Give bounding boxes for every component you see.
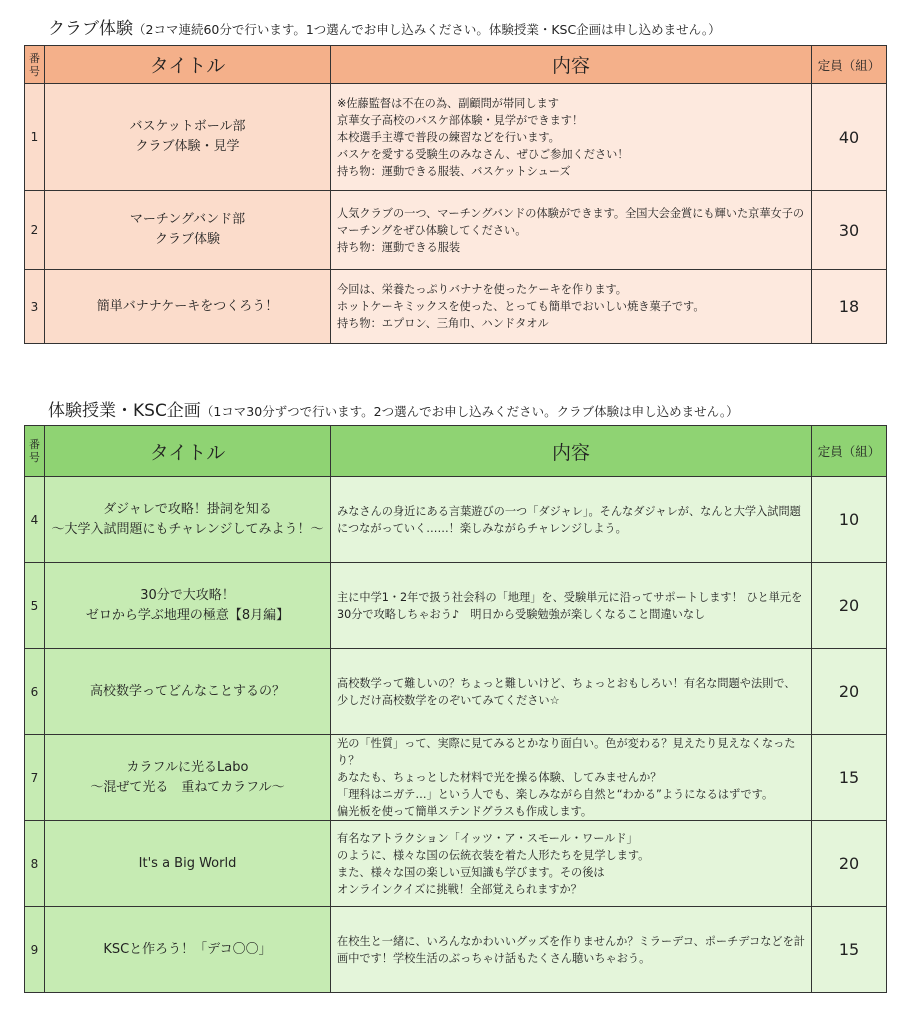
row-num: 3 [25, 270, 45, 344]
ksc-section-heading [48, 396, 739, 421]
row-capacity: 30 [812, 191, 887, 270]
row-title: 30分で大攻略！ ゼロから学ぶ地理の極意【8月編】 [45, 563, 331, 649]
row-title: 高校数学ってどんなことするの？ [45, 649, 331, 735]
row-content: 高校数学って難しいの？ちょっと難しいけど、ちょっとおもしろい！有名な問題や法則で、少しだけ高校数学をのぞいてみてください☆ [331, 649, 812, 735]
row-content: 在校生と一緒に、いろんなかわいいグッズを作りませんか？ミラーデコ、ポーチデコなどを計画中です！学校生活のぶっちゃけ話もたくさん聴いちゃおう。 [331, 907, 812, 993]
row-num: 4 [25, 477, 45, 563]
club-section-heading [48, 14, 721, 39]
header-num: 番 号 [25, 46, 45, 84]
row-capacity: 10 [812, 477, 887, 563]
header-num: 番 号 [25, 426, 45, 477]
row-capacity: 15 [812, 907, 887, 993]
row-capacity: 18 [812, 270, 887, 344]
row-title: KSCと作ろう！「デコ〇〇」 [45, 907, 331, 993]
row-num: 6 [25, 649, 45, 735]
table-row [25, 649, 887, 735]
row-content: ※佐藤監督は不在の為、副顧問が帯同します 京華女子高校のバスケ部体験・見学ができます！ 本校選手主導で普段の練習などを行います。 バスケを愛する受験生のみなさん、ぜひご参加ください！ 持ち物：運動できる服装、バスケットシューズ [331, 84, 812, 191]
ksc-heading: 体験授業・KSC企画 [48, 401, 201, 421]
header-capacity: 定員（組） [812, 426, 887, 477]
table-row [25, 821, 887, 907]
table-row [25, 270, 887, 344]
table-row [25, 477, 887, 563]
row-title: ダジャレで攻略！掛詞を知る ～大学入試問題にもチャレンジしてみよう！～ [45, 477, 331, 563]
row-content: 主に中学1・2年で扱う社会科の「地理」を、受験単元に沿ってサポートします！ ひと単元を30分で攻略しちゃおう♪ 明日から受験勉強が楽しくなること間違いなし [331, 563, 812, 649]
row-capacity: 20 [812, 649, 887, 735]
club-heading: クラブ体験 [48, 19, 133, 39]
row-capacity: 15 [812, 735, 887, 821]
row-num: 8 [25, 821, 45, 907]
row-content: 光の「性質」って、実際に見てみるとかなり面白い。色が変わる？見えたり見えなくなったり？ あなたも、ちょっとした材料で光を操る体験、してみませんか？ 「理科はニガテ…」という人でも、楽しみながら自然と“わかる”ようになるはずです。 偏光板を使って簡単ステンドグラスも作成します。 [331, 735, 812, 821]
row-content: 人気クラブの一つ、マーチングバンドの体験ができます。全国大会金賞にも輝いた京華女子のマーチングをぜひ体験してください。 持ち物：運動できる服装 [331, 191, 812, 270]
row-num: 5 [25, 563, 45, 649]
row-title: バスケットボール部 クラブ体験・見学 [45, 84, 331, 191]
row-capacity: 20 [812, 563, 887, 649]
row-content: 有名なアトラクション「イッツ・ア・スモール・ワールド」 のように、様々な国の伝統衣装を着た人形たちを見学します。 また、様々な国の楽しい豆知識も学びます。その後は オンラインクイズに挑戦！全部覚えられますか？ [331, 821, 812, 907]
club-note: （2コマ連続60分で行います。1つ選んでお申し込みください。体験授業・KSC企画は申し込めません。） [133, 22, 721, 37]
row-num: 1 [25, 84, 45, 191]
header-content: 内容 [331, 426, 812, 477]
row-title: 簡単バナナケーキをつくろう！ [45, 270, 331, 344]
row-title: It's a Big World [45, 821, 331, 907]
header-content: 内容 [331, 46, 812, 84]
table-row [25, 563, 887, 649]
header-capacity: 定員（組） [812, 46, 887, 84]
row-title: カラフルに光るLabo ～混ぜて光る 重ねてカラフル～ [45, 735, 331, 821]
row-title: マーチングバンド部 クラブ体験 [45, 191, 331, 270]
table-row [25, 84, 887, 191]
ksc-header-row [25, 426, 887, 477]
table-row [25, 191, 887, 270]
club-header-row [25, 46, 887, 84]
table-row [25, 907, 887, 993]
row-num: 2 [25, 191, 45, 270]
ksc-note: （1コマ30分ずつで行います。2つ選んでお申し込みください。クラブ体験は申し込めません。） [200, 404, 739, 419]
club-table [24, 45, 887, 344]
row-num: 7 [25, 735, 45, 821]
row-capacity: 40 [812, 84, 887, 191]
row-num: 9 [25, 907, 45, 993]
row-capacity: 20 [812, 821, 887, 907]
row-content: みなさんの身近にある言葉遊びの一つ「ダジャレ」。そんなダジャレが、なんと大学入試問題につながっていく……！楽しみながらチャレンジしよう。 [331, 477, 812, 563]
ksc-table [24, 425, 887, 993]
header-title: タイトル [45, 46, 331, 84]
header-title: タイトル [45, 426, 331, 477]
row-content: 今回は、栄養たっぷりバナナを使ったケーキを作ります。 ホットケーキミックスを使った、とっても簡単でおいしい焼き菓子です。 持ち物：エプロン、三角巾、ハンドタオル [331, 270, 812, 344]
table-row [25, 735, 887, 821]
